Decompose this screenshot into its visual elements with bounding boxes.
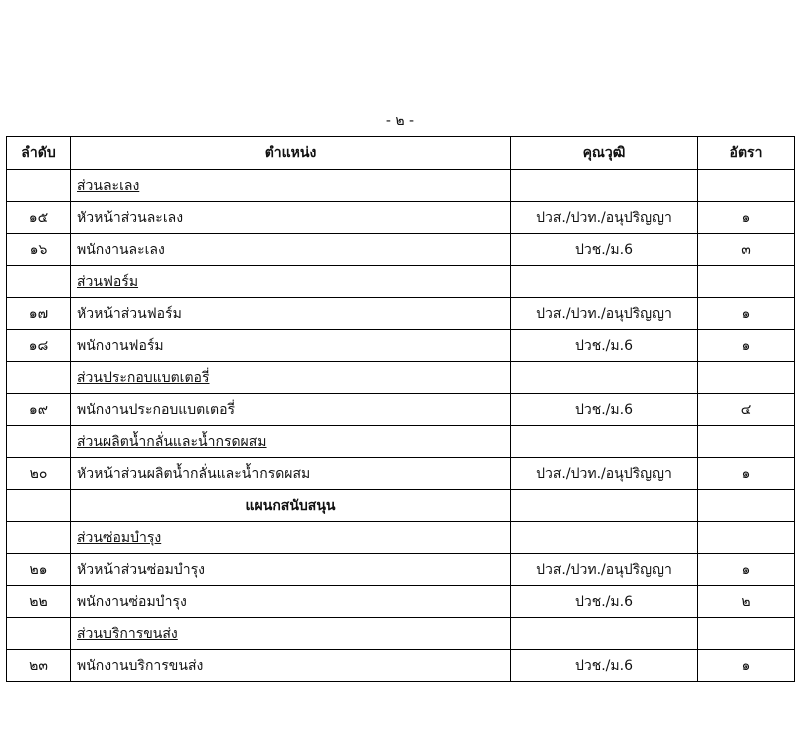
row-qualification: ปวช./ม.6	[511, 650, 698, 682]
row-qualification-empty	[511, 490, 698, 522]
header-qualification: คุณวุฒิ	[511, 137, 698, 170]
row-number-empty	[7, 522, 71, 554]
row-position: พนักงานละเลง	[71, 234, 511, 266]
row-number-empty	[7, 618, 71, 650]
section-row	[7, 170, 795, 202]
row-number: ๑๕	[7, 202, 71, 234]
row-rate-empty	[698, 426, 795, 458]
positions-table	[6, 136, 795, 682]
row-qualification: ปวช./ม.6	[511, 330, 698, 362]
row-qualification-empty	[511, 362, 698, 394]
section-row	[7, 362, 795, 394]
section-title: ส่วนประกอบแบตเตอรี่	[71, 362, 511, 394]
section-title: ส่วนซ่อมบำรุง	[71, 522, 511, 554]
row-number-empty	[7, 170, 71, 202]
section-title: ส่วนฟอร์ม	[71, 266, 511, 298]
row-rate: ๑	[698, 298, 795, 330]
section-row	[7, 522, 795, 554]
row-qualification: ปวช./ม.6	[511, 586, 698, 618]
row-number: ๑๗	[7, 298, 71, 330]
row-rate: ๔	[698, 394, 795, 426]
row-rate: ๑	[698, 554, 795, 586]
table-row	[7, 330, 795, 362]
section-row	[7, 266, 795, 298]
table-row	[7, 650, 795, 682]
row-number-empty	[7, 266, 71, 298]
row-qualification-empty	[511, 618, 698, 650]
page-number: - ๒ -	[385, 113, 415, 129]
row-rate: ๒	[698, 586, 795, 618]
table-header-row	[7, 137, 795, 170]
row-rate: ๑	[698, 330, 795, 362]
row-rate-empty	[698, 170, 795, 202]
table-row	[7, 458, 795, 490]
row-number: ๒๐	[7, 458, 71, 490]
row-qualification: ปวช./ม.6	[511, 234, 698, 266]
row-position: หัวหน้าส่วนละเลง	[71, 202, 511, 234]
table-row	[7, 298, 795, 330]
row-qualification-empty	[511, 426, 698, 458]
table-row	[7, 202, 795, 234]
section-row	[7, 426, 795, 458]
row-number: ๑๙	[7, 394, 71, 426]
row-number: ๑๖	[7, 234, 71, 266]
header-no: ลำดับ	[7, 137, 71, 170]
section-title: ส่วนบริการขนส่ง	[71, 618, 511, 650]
row-rate-empty	[698, 362, 795, 394]
department-title: แผนกสนับสนุน	[71, 490, 511, 522]
department-row	[7, 490, 795, 522]
row-number-empty	[7, 362, 71, 394]
section-row	[7, 618, 795, 650]
header-rate: อัตรา	[698, 137, 795, 170]
row-number-empty	[7, 490, 71, 522]
row-position: หัวหน้าส่วนฟอร์ม	[71, 298, 511, 330]
row-rate-empty	[698, 490, 795, 522]
section-title: ส่วนผลิตน้ำกลั่นและน้ำกรดผสม	[71, 426, 511, 458]
row-rate: ๑	[698, 650, 795, 682]
table-row	[7, 554, 795, 586]
row-position: หัวหน้าส่วนซ่อมบำรุง	[71, 554, 511, 586]
header-position: ตำแหน่ง	[71, 137, 511, 170]
row-qualification-empty	[511, 170, 698, 202]
row-number-empty	[7, 426, 71, 458]
row-qualification: ปวส./ปวท./อนุปริญญา	[511, 298, 698, 330]
row-position: พนักงานบริการขนส่ง	[71, 650, 511, 682]
row-qualification-empty	[511, 266, 698, 298]
row-qualification: ปวส./ปวท./อนุปริญญา	[511, 554, 698, 586]
table-row	[7, 394, 795, 426]
row-rate-empty	[698, 266, 795, 298]
table-body	[7, 170, 795, 682]
row-rate: ๑	[698, 458, 795, 490]
row-number: ๒๑	[7, 554, 71, 586]
row-position: พนักงานซ่อมบำรุง	[71, 586, 511, 618]
row-rate-empty	[698, 618, 795, 650]
row-number: ๒๓	[7, 650, 71, 682]
row-position: พนักงานฟอร์ม	[71, 330, 511, 362]
row-rate: ๑	[698, 202, 795, 234]
row-qualification-empty	[511, 522, 698, 554]
row-qualification: ปวช./ม.6	[511, 394, 698, 426]
row-position: พนักงานประกอบแบตเตอรี่	[71, 394, 511, 426]
row-qualification: ปวส./ปวท./อนุปริญญา	[511, 202, 698, 234]
row-number: ๒๒	[7, 586, 71, 618]
row-rate-empty	[698, 522, 795, 554]
row-rate: ๓	[698, 234, 795, 266]
row-qualification: ปวส./ปวท./อนุปริญญา	[511, 458, 698, 490]
row-number: ๑๘	[7, 330, 71, 362]
table-row	[7, 586, 795, 618]
section-title: ส่วนละเลง	[71, 170, 511, 202]
table-row	[7, 234, 795, 266]
row-position: หัวหน้าส่วนผลิตน้ำกลั่นและน้ำกรดผสม	[71, 458, 511, 490]
